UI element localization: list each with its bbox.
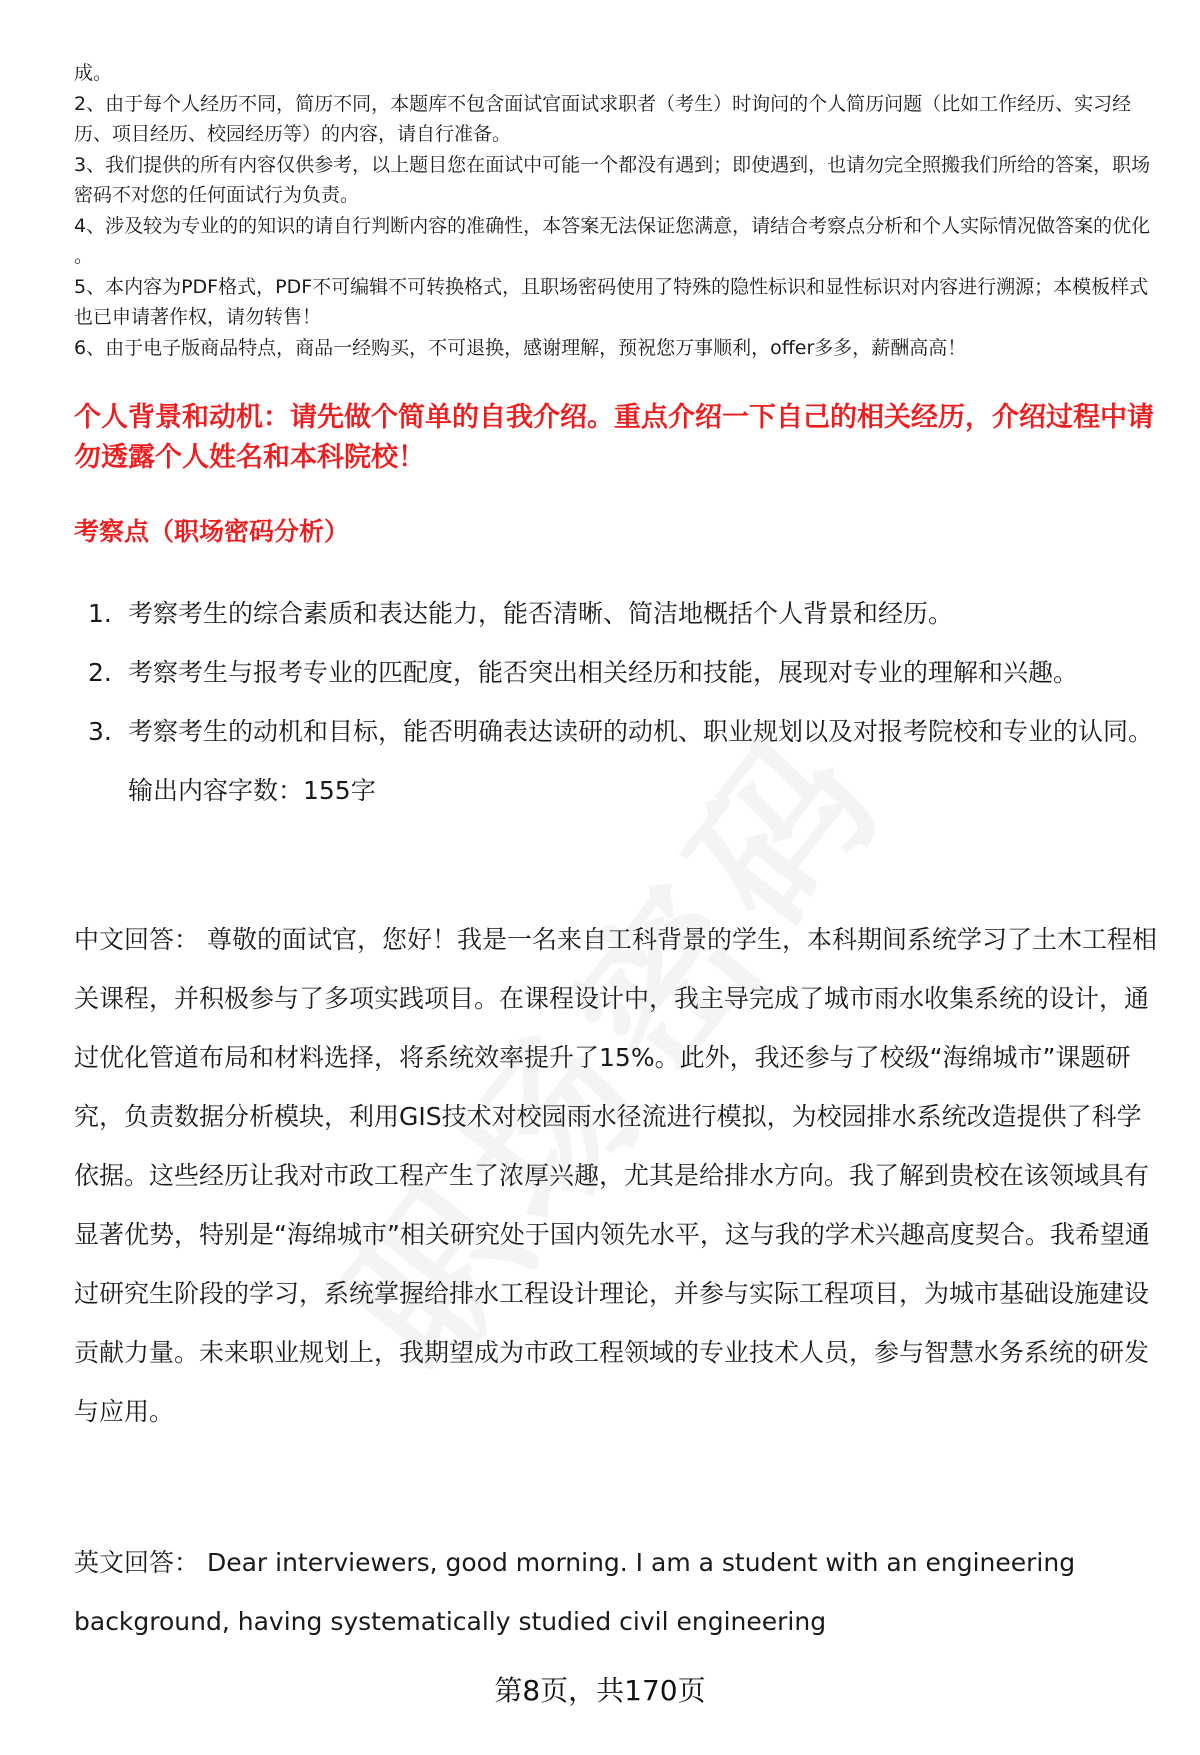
analysis-point (80, 702, 1170, 820)
point-text: 考察考生的动机和目标，能否明确表达读研的动机、职业规划以及对报考院校和专业的认同。输出内容字数：155字 (128, 717, 1154, 805)
note-item: 2、由于每个人经历不同，简历不同，本题库不包含面试官面试求职者（考生）时询问的个人简历问题（比如工作经历、实习经历、项目经历、校园经历等）的内容，请自行准备。 (74, 92, 1132, 145)
analysis-points-list (80, 584, 1170, 820)
note-item: 4、涉及较为专业的的知识的请自行判断内容的准确性，本答案无法保证您满意，请结合考察点分析和个人实际情况做答案的优化 。 (74, 214, 1151, 267)
point-number: 3. (88, 717, 112, 746)
page-number-footer: 第8页，共170页 (494, 1674, 706, 1707)
analysis-section-title: 考察点（职场密码分析） (74, 517, 350, 546)
english-answer: 英文回答： Dear interviewers, good morning. I am a student with an engineering background, having systematically studied civil engineering (74, 1548, 1076, 1636)
note-item: 6、由于电子版商品特点，商品一经购买，不可退换，感谢理解，预祝您万事顺利，offer多多，薪酬高高！ (74, 336, 967, 359)
note-item: 5、本内容为PDF格式，PDF不可编辑不可转换格式，且职场密码使用了特殊的隐性标识和显性标识对内容进行溯源；本模板样式也已申请著作权，请勿转售！ (74, 275, 1149, 328)
point-text: 考察考生与报考专业的匹配度，能否突出相关经历和技能，展现对专业的理解和兴趣。 (128, 658, 1079, 687)
chinese-answer: 中文回答： 尊敬的面试官，您好！我是一名来自工科背景的学生，本科期间系统学习了土木工程相关课程，并积极参与了多项实践项目。在课程设计中，我主导完成了城市雨水收集系统的设计，通过优化管道布局和材料选择，将系统效率提升了15%。此外，我还参与了校级“海绵城市”课题研究，负责数据分析模块，利用GIS技术对校园雨水径流进行模拟，为校园排水系统改造提供了科学依据。这些经历让我对市政工程产生了浓厚兴趣，尤其是给排水方向。我了解到贵校在该领域具有显著优势，特别是“海绵城市”相关研究处于国内领先水平，这与我的学术兴趣高度契合。我希望通过研究生阶段的学习，系统掌握给排水工程设计理论，并参与实际工程项目，为城市基础设施建设贡献力量。未来职业规划上，我期望成为市政工程领域的专业技术人员，参与智慧水务系统的研发与应用。 (74, 925, 1157, 1426)
note-item: 成。 (74, 62, 113, 84)
point-number: 1. (88, 599, 112, 628)
point-number: 2. (88, 658, 112, 687)
point-text: 考察考生的综合素质和表达能力，能否清晰、简洁地概括个人背景和经历。 (128, 599, 954, 628)
notes-section (74, 58, 1164, 363)
analysis-point (80, 584, 1170, 643)
question-heading: 个人背景和动机：请先做个简单的自我介绍。重点介绍一下自己的相关经历，介绍过程中请勿透露个人姓名和本科院校！ (74, 402, 1154, 473)
note-item: 3、我们提供的所有内容仅供参考，以上题目您在面试中可能一个都没有遇到；即使遇到，也请勿完全照搬我们所给的答案，职场密码不对您的任何面试行为负责。 (74, 153, 1151, 206)
analysis-point (80, 643, 1170, 702)
